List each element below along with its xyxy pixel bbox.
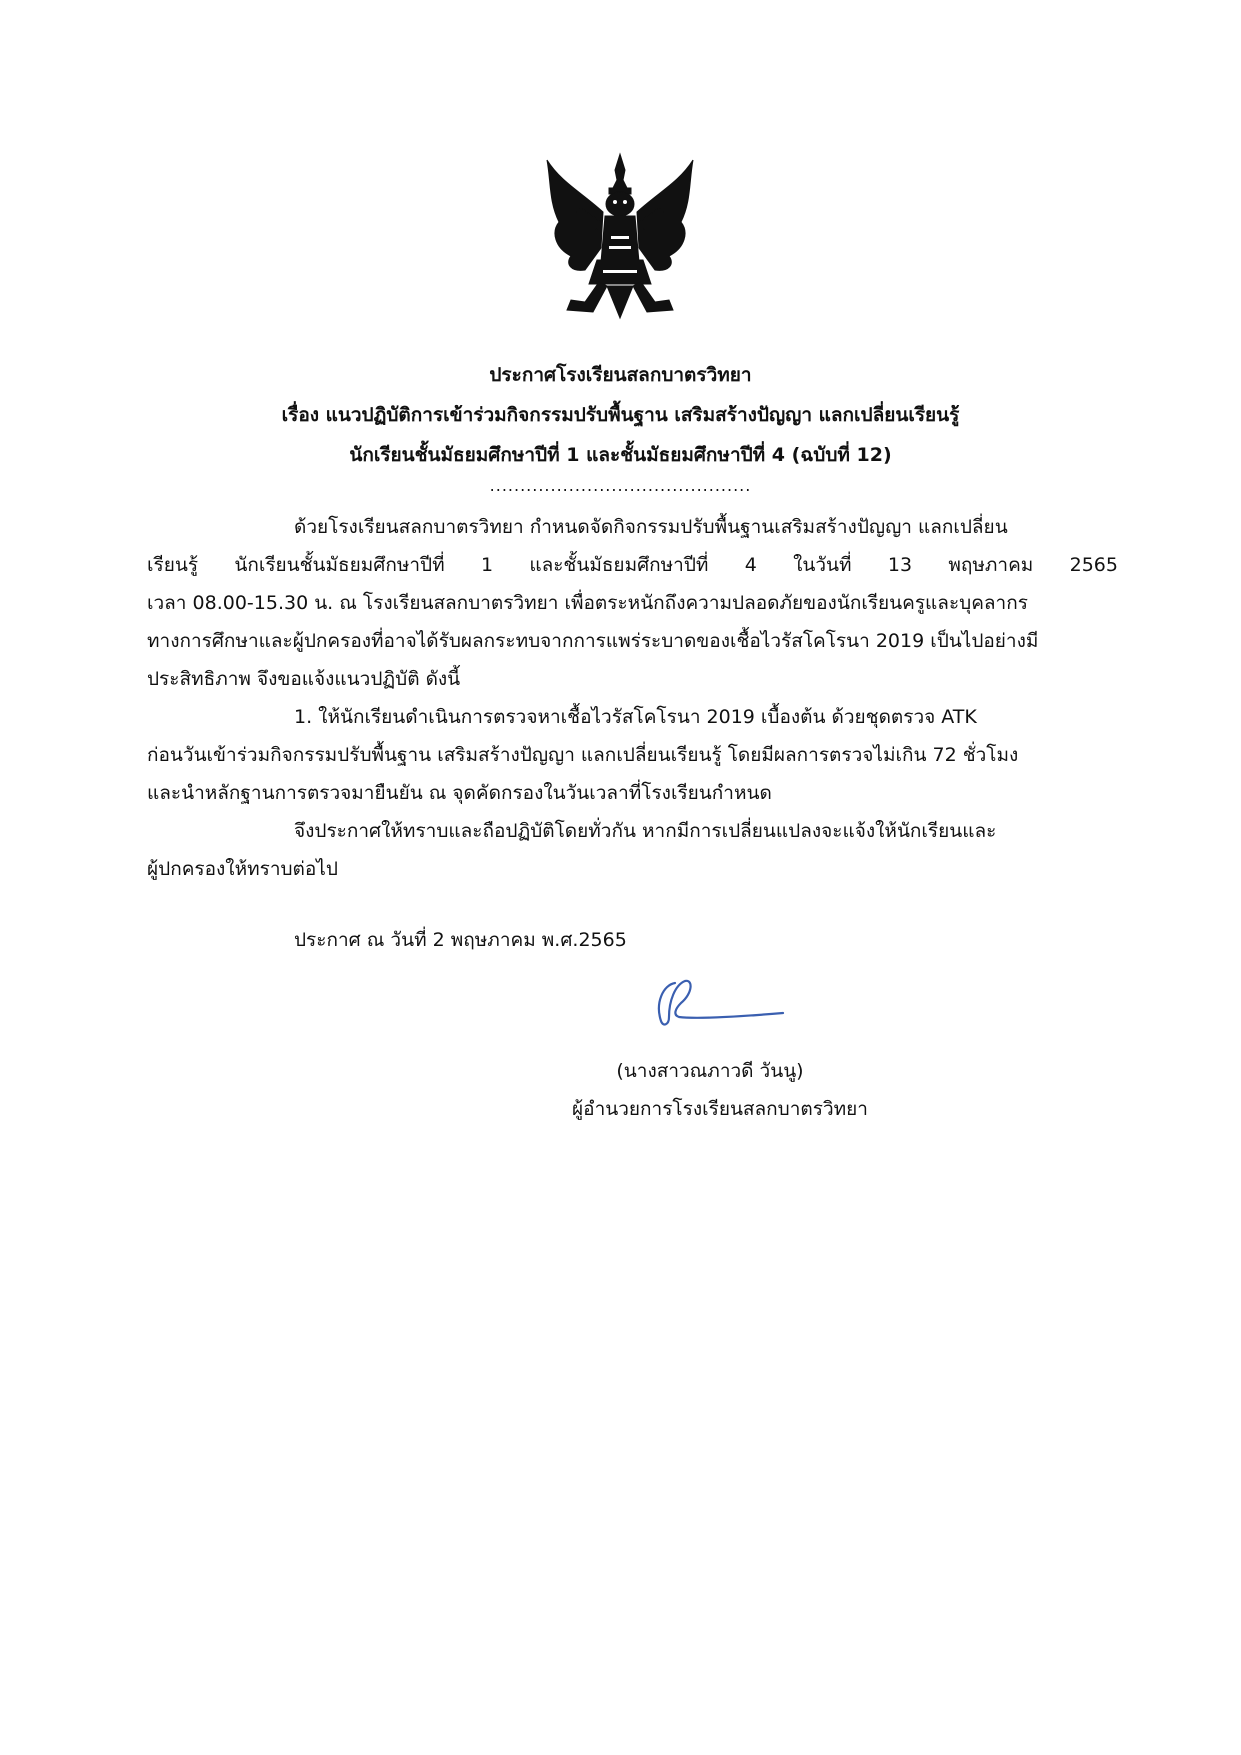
body-paragraph-1	[147, 508, 1118, 698]
body-paragraph-2	[147, 698, 1118, 812]
paragraph-line: จึงประกาศให้ทราบและถือปฏิบัติโดยทั่วกัน หากมีการเปลี่ยนแปลงจะแจ้งให้นักเรียนและ	[294, 820, 997, 842]
dotted-separator: ...........................................	[489, 476, 752, 495]
signatory-name: (นางสาวณภาวดี วันนู)	[616, 1060, 804, 1082]
garuda-emblem-icon	[541, 152, 699, 322]
paragraph-line: ก่อนวันเข้าร่วมกิจกรรมปรับพื้นฐาน เสริมสร้างปัญญา แลกเปลี่ยนเรียนรู้ โดยมีผลการตรวจไม่เกิน 72 ชั่วโมง	[147, 744, 1019, 766]
signature-image	[645, 975, 785, 1035]
announcement-title: ประกาศโรงเรียนสลกบาตรวิทยา	[489, 364, 752, 386]
paragraph-line: เวลา 08.00-15.30 น. ณ โรงเรียนสลกบาตรวิทยา เพื่อตระหนักถึงความปลอดภัยของนักเรียนครูและบุคลากร	[147, 592, 1028, 614]
paragraph-line: ด้วยโรงเรียนสลกบาตรวิทยา กำหนดจัดกิจกรรมปรับพื้นฐานเสริมสร้างปัญญา แลกเปลี่ยน	[294, 516, 1008, 538]
body-paragraph-3	[147, 812, 1118, 888]
paragraph-line: ประสิทธิภาพ จึงขอแจ้งแนวปฏิบัติ ดังนี้	[147, 668, 461, 690]
paragraph-line: 1. ให้นักเรียนดำเนินการตรวจหาเชื้อไวรัสโคโรนา 2019 เบื้องต้น ด้วยชุดตรวจ ATK	[294, 706, 977, 728]
paragraph-line: ทางการศึกษาและผู้ปกครองที่อาจได้รับผลกระทบจากการแพร่ระบาดของเชื้อไวรัสโคโรนา 2019 เป็นไปอย่างมี	[147, 630, 1039, 652]
announcement-target-group: นักเรียนชั้นมัธยมศึกษาปีที่ 1 และชั้นมัธยมศึกษาปีที่ 4 (ฉบับที่ 12)	[349, 444, 892, 466]
announcement-subject: เรื่อง แนวปฏิบัติการเข้าร่วมกิจกรรมปรับพื้นฐาน เสริมสร้างปัญญา แลกเปลี่ยนเรียนรู้	[281, 404, 960, 426]
paragraph-line: ผู้ปกครองให้ทราบต่อไป	[147, 858, 338, 880]
signatory-position: ผู้อำนวยการโรงเรียนสลกบาตรวิทยา	[572, 1098, 868, 1120]
paragraph-line: และนำหลักฐานการตรวจมายืนยัน ณ จุดคัดกรองในวันเวลาที่โรงเรียนกำหนด	[147, 782, 772, 804]
announcement-date: ประกาศ ณ วันที่ 2 พฤษภาคม พ.ศ.2565	[294, 929, 627, 951]
paragraph-line: เรียนรู้ นักเรียนชั้นมัธยมศึกษาปีที่ 1 และชั้นมัธยมศึกษาปีที่ 4 ในวันที่ 13 พฤษภาคม 2565	[147, 554, 1118, 576]
